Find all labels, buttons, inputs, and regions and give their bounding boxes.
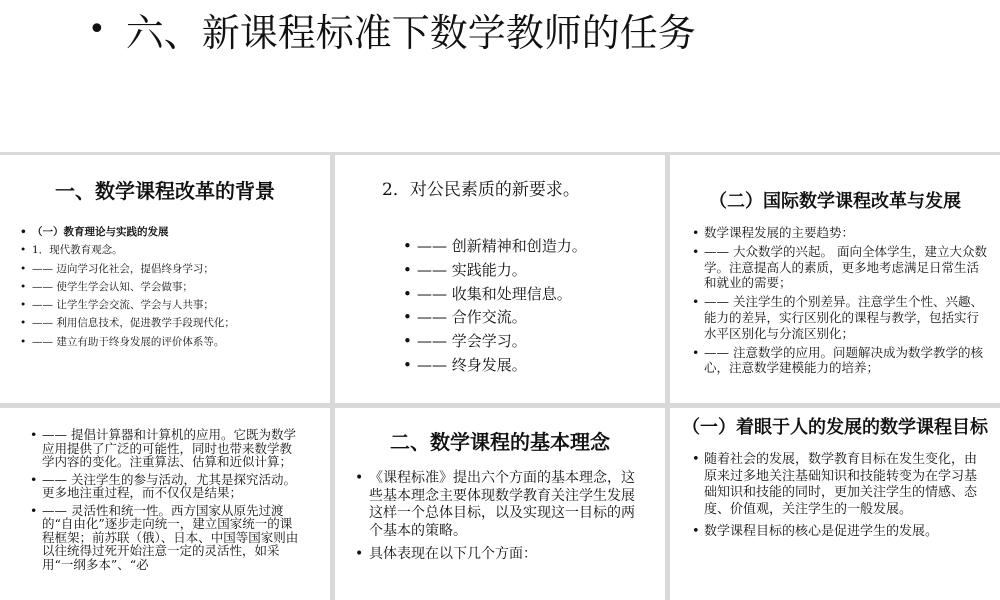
- list-item: • 随着社会的发展，数学教育目标在发生变化，由原来过多地关注基础知识和技能转变为在学习基础知识和技能的同时，更加关注学生的情感、态度、价值观，关注学生的一般发展。: [692, 452, 978, 517]
- list-item: • 数学课程发展的主要趋势：: [692, 225, 855, 240]
- list-item: • —— 关注学生的个别差异。注意学生个性、兴趣、能力的差异，实行区别化的课程与教学，包括实行水平区别化与分流区别化；: [692, 294, 983, 341]
- list-item: • —— 提倡计算器和计算机的应用。它既为数学应用提供了广泛的可能性，同时也带来数学教学内容的变化。注重算法、估算和近似计算；: [30, 427, 296, 469]
- list-item: • —— 使学生学会认知、学会做事；: [20, 280, 193, 293]
- bullet-list: [30, 428, 300, 571]
- list-item: • —— 学会学习。: [403, 332, 527, 351]
- panel-heading: （一）着眼于人的发展的数学课程目标: [682, 417, 988, 438]
- list-item: • —— 实践能力。: [403, 260, 527, 279]
- bullet-list: [403, 235, 665, 378]
- list-item: • —— 注意数学的应用。问题解决成为数学教学的核心，注意数学建模能力的培养；: [692, 344, 983, 376]
- panel-heading: 一、数学课程改革的背景: [55, 179, 275, 203]
- list-item: • 具体表现在以下几个方面：: [355, 546, 537, 562]
- list-item: • 1．现代教育观念。: [20, 244, 123, 257]
- list-item: • —— 让学生学会交流、学会与人共事；: [20, 299, 214, 312]
- slide-title: [88, 0, 696, 58]
- list-item: • 数学课程目标的核心是促进学生的发展。: [692, 524, 939, 539]
- list-item: • —— 建立有助于终身发展的评价体系等。: [20, 335, 225, 348]
- list-item: • —— 合作交流。: [403, 308, 527, 327]
- slide-title-text: 六、新课程标准下数学教师的任务: [125, 10, 696, 55]
- list-item: • 《课程标准》提出六个方面的基本理念，这些基本理念主要体现数学教育关注学生发展这样一个总体目标，以及实现这一目标的两个基本的策略。: [355, 470, 635, 539]
- list-item: • —— 关注学生的参与活动，尤其是探究活动。 更多地注重过程，而不仅仅是结果；: [30, 471, 296, 500]
- panel-international-reform[interactable]: [670, 155, 1000, 403]
- panel-heading: （二）国际数学课程改革与发展: [709, 191, 961, 212]
- list-item: • —— 利用信息技术，促进教学手段现代化；: [20, 317, 235, 330]
- list-item: • —— 收集和处理信息。: [403, 284, 572, 303]
- panel-reform-trends-continued[interactable]: [0, 408, 330, 600]
- list-item: • —— 迈向学习化社会，提倡终身学习；: [20, 262, 214, 275]
- panel-basic-concepts[interactable]: [335, 408, 665, 600]
- bullet-list: [20, 223, 330, 351]
- list-item: • —— 创新精神和创造力。: [403, 237, 587, 255]
- bullet-list: [692, 452, 982, 541]
- title-bullet: •: [88, 11, 106, 47]
- panel-reform-background[interactable]: [0, 155, 330, 403]
- panel-subheading: 2．对公民素质的新要求。: [382, 180, 580, 200]
- list-item: • （一）教育理论与实践的发展: [20, 226, 169, 238]
- list-item: • —— 大众数学的兴起。 面向全体学生，建立大众数学。注意提高人的素质，更多地考虑满足日常生活和就业的需要；: [692, 243, 987, 291]
- panel-heading: 二、数学课程的基本理念: [390, 430, 610, 454]
- list-item: • —— 灵活性和统一性。西方国家从原先过渡的“自由化”逐步走向统一，建立国家统一的课程框架；前苏联（俄）、日本、中国等国家则由以往统得过死开始注意一定的灵活性，如采用“一纲多本”、“必: [30, 502, 299, 572]
- bullet-list: [355, 470, 637, 564]
- panel-citizen-requirements[interactable]: [335, 155, 665, 403]
- panel-course-goals[interactable]: [670, 408, 1000, 600]
- bullet-list: [692, 225, 988, 376]
- list-item: • —— 终身发展。: [403, 355, 527, 374]
